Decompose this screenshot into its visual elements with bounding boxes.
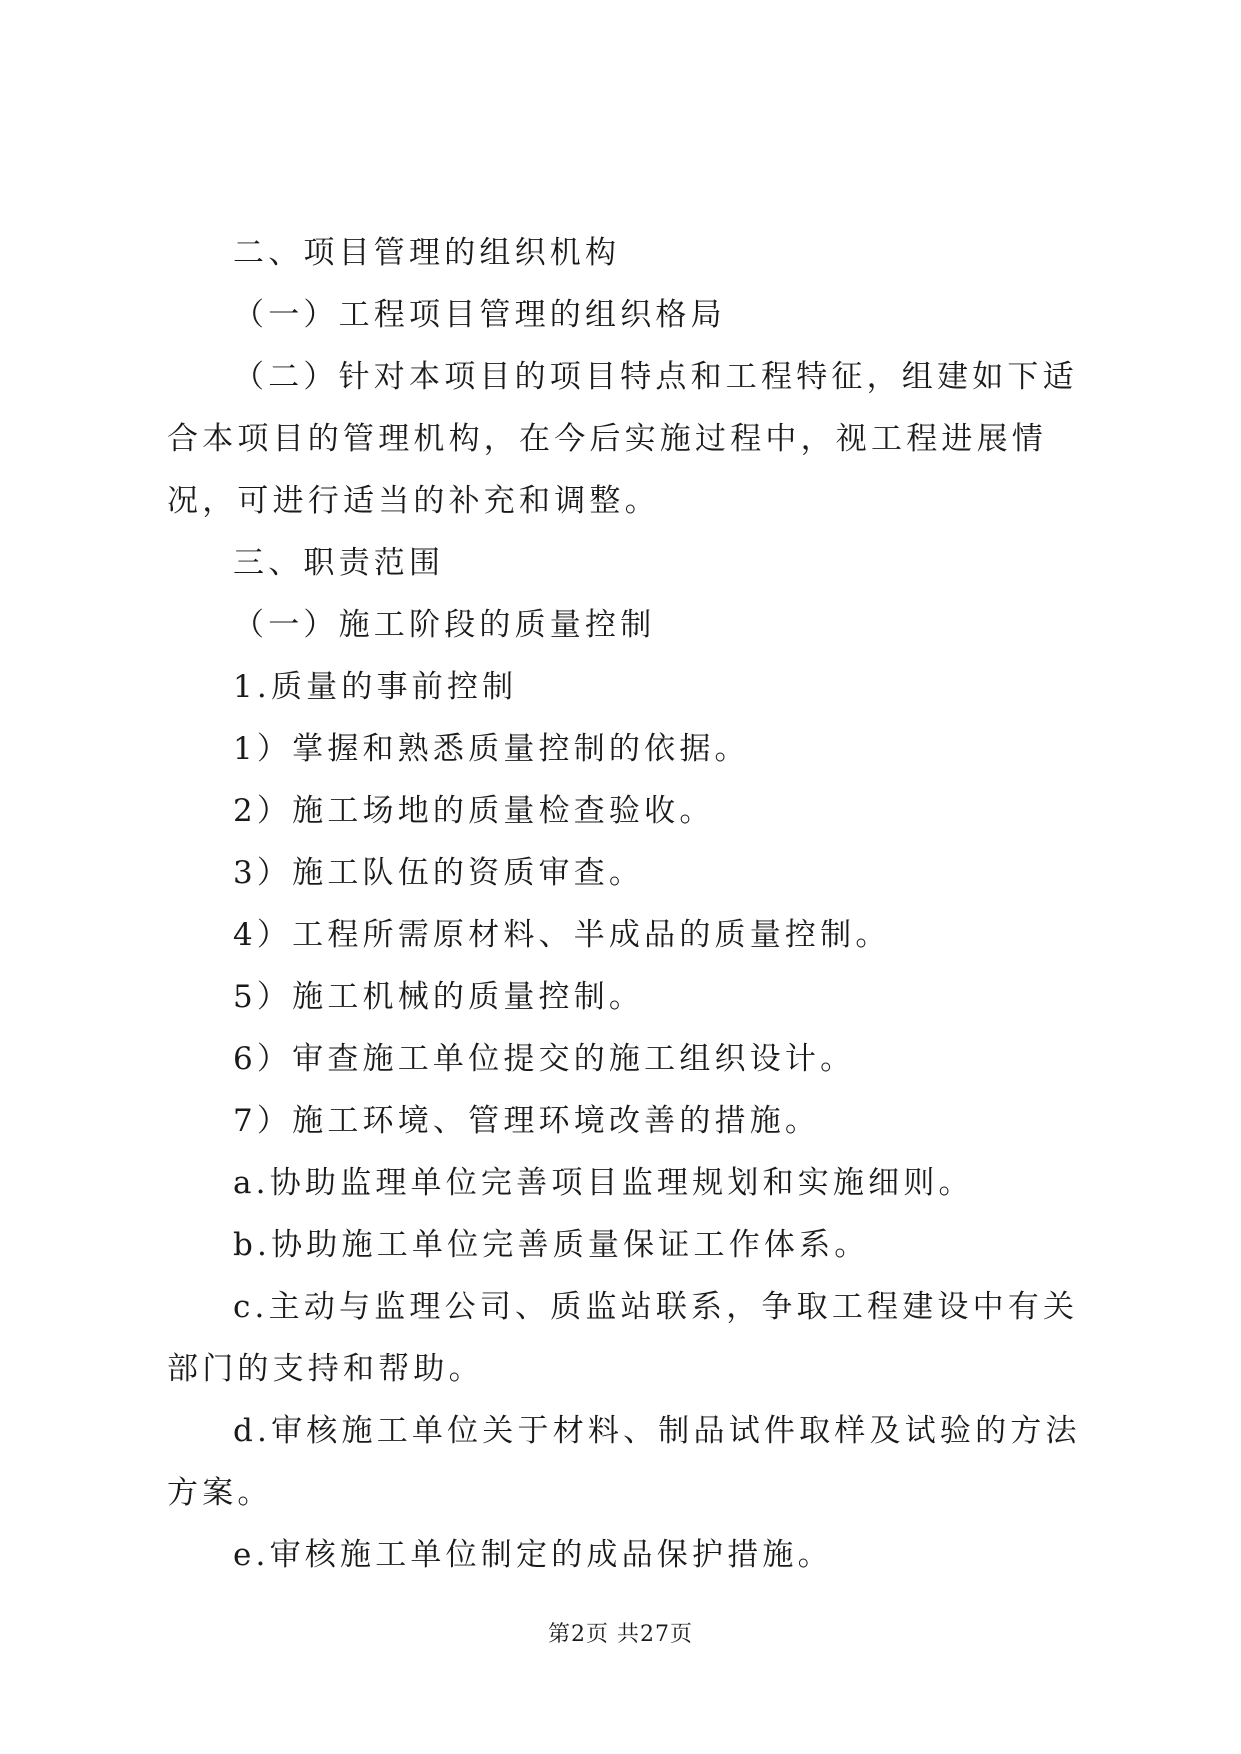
paragraph-org-setup: （二）针对本项目的项目特点和工程特征，组建如下适合本项目的管理机构，在今后实施过程中，视工程进展情况，可进行适当的补充和调整。 (167, 359, 1078, 519)
list-item: a.协助监理单位完善项目监理规划和实施细则。 (233, 1165, 974, 1201)
subheading-quality-control: （一）施工阶段的质量控制 (233, 607, 656, 643)
subheading-org-layout: （一）工程项目管理的组织格局 (233, 297, 726, 333)
list-item: 5）施工机械的质量控制。 (233, 979, 645, 1015)
list-item: 6）审查施工单位提交的施工组织设计。 (233, 1041, 856, 1077)
list-item: b.协助施工单位完善质量保证工作体系。 (233, 1227, 870, 1263)
item-pre-control: 1.质量的事前控制 (233, 669, 518, 705)
list-item: 2）施工场地的质量检查验收。 (233, 793, 715, 829)
document-body (167, 222, 1082, 1586)
list-item: 1）掌握和熟悉质量控制的依据。 (233, 731, 750, 767)
list-item: c.主动与监理公司、质监站联系，争取工程建设中有关部门的支持和帮助。 (167, 1289, 1079, 1387)
page-footer: 第2页 共27页 (548, 1622, 693, 1647)
heading-org-structure: 二、项目管理的组织机构 (233, 235, 621, 271)
list-item: 4）工程所需原材料、半成品的质量控制。 (233, 917, 891, 953)
heading-responsibilities: 三、职责范围 (233, 545, 445, 581)
list-item: 3）施工队伍的资质审查。 (233, 855, 645, 891)
list-item: 7）施工环境、管理环境改善的措施。 (233, 1103, 821, 1139)
list-item: d.审核施工单位关于材料、制品试件取样及试验的方法方案。 (167, 1413, 1081, 1511)
list-item: e.审核施工单位制定的成品保护措施。 (233, 1537, 833, 1573)
